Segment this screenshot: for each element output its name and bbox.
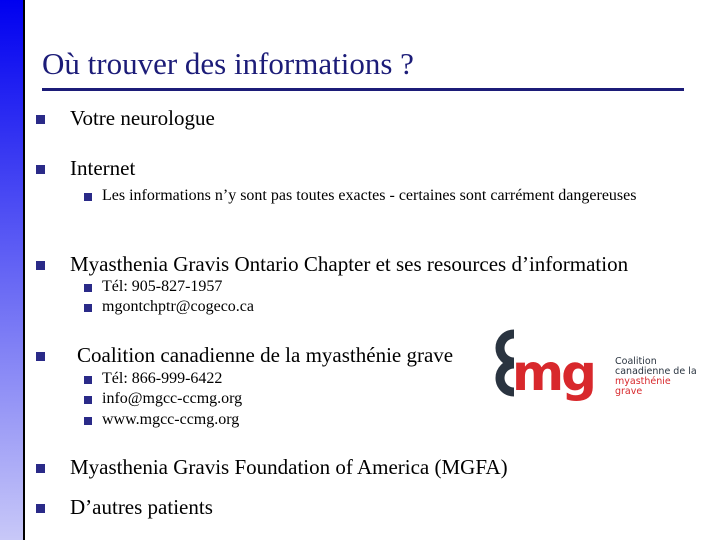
side-gradient-bar — [0, 0, 25, 540]
bullet-icon — [36, 165, 45, 174]
bullet-mgfa: Myasthenia Gravis Foundation of America (MGFA) — [70, 455, 508, 479]
bullet-icon — [36, 261, 45, 270]
logo-mg-text: mg — [512, 344, 594, 402]
sub-bullet-icon — [84, 376, 92, 384]
slide-title: Où trouver des informations ? — [42, 46, 414, 81]
bullet-icon — [36, 115, 45, 124]
sub-bullet-icon — [84, 193, 92, 201]
ontario-email[interactable]: mgontchptr@cogeco.ca — [102, 298, 255, 315]
sub-bullet-icon — [84, 396, 92, 404]
sub-bullet-icon — [84, 284, 92, 292]
logo-line1: Coalition — [615, 356, 657, 367]
logo-line3: myasthénie — [615, 376, 671, 387]
bullet-icon — [36, 504, 45, 513]
coalition-phone: Tél: 866-999-6422 — [102, 370, 223, 387]
sub-item-warning: Les informations n’y sont pas toutes exactes - certaines sont carrément dangereuses — [102, 187, 637, 204]
bullet-coalition: Coalition canadienne de la myasthénie grave — [77, 343, 454, 367]
bullet-internet: Internet — [70, 156, 136, 180]
bullet-other-patients: D’autres patients — [70, 495, 213, 519]
ccmg-logo-mark — [484, 326, 704, 416]
logo-line4: grave — [615, 386, 643, 397]
sub-bullet-icon — [84, 304, 92, 312]
coalition-email[interactable]: info@mgcc-ccmg.org — [102, 390, 243, 407]
title-underline — [42, 88, 684, 91]
logo-line2: canadienne de la — [615, 366, 697, 377]
coalition-website[interactable]: www.mgcc-ccmg.org — [102, 411, 240, 428]
bullet-mg-ontario: Myasthenia Gravis Ontario Chapter et ses resources d’information — [70, 252, 629, 276]
bullet-icon — [36, 464, 45, 473]
bullet-neurologue: Votre neurologue — [70, 106, 215, 130]
ccmg-logo — [484, 326, 704, 416]
sub-bullet-icon — [84, 417, 92, 425]
ontario-phone: Tél: 905-827-1957 — [102, 278, 223, 295]
bullet-icon — [36, 352, 45, 361]
